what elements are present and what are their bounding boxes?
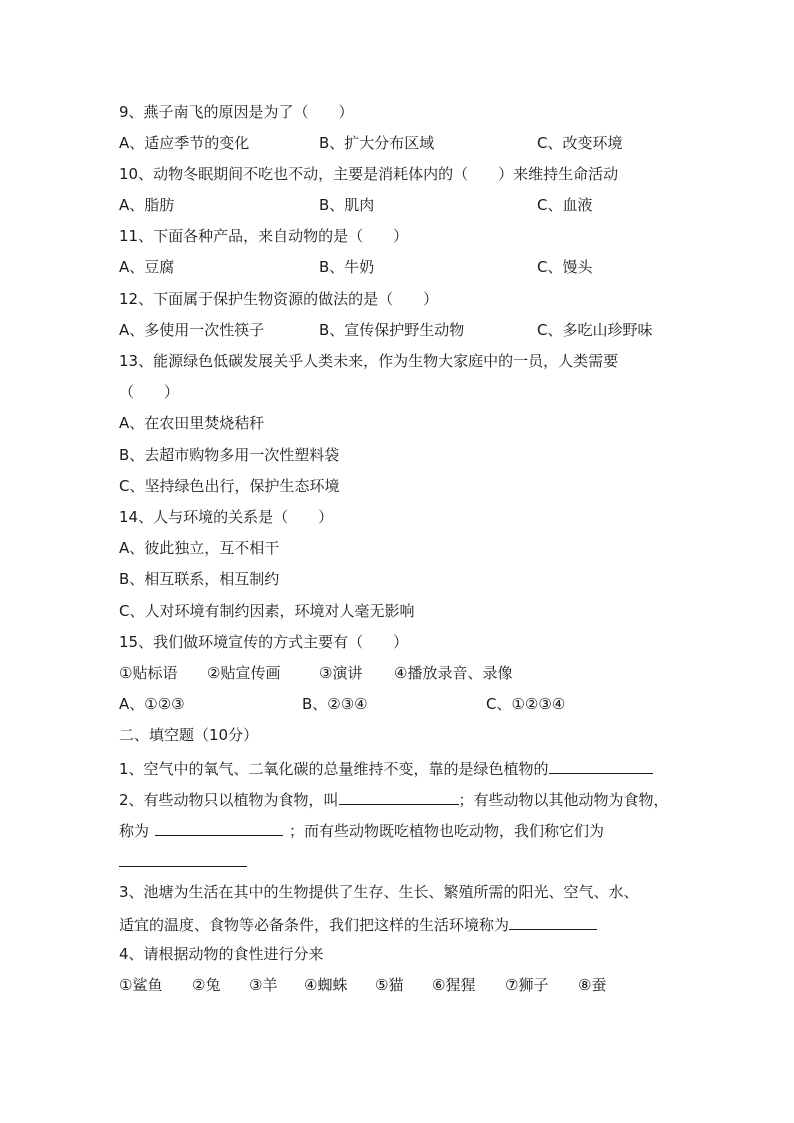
fill-2-line2 <box>119 819 604 841</box>
fill-2-line3 <box>119 850 247 872</box>
question-13-option-a: A、在农田里焚烧秸秆 <box>119 414 265 432</box>
fill-3-line1: 3、池塘为生活在其中的生物提供了生存、生长、繁殖所需的阳光、空气、水、 <box>119 883 639 901</box>
list-item: ①鲨鱼 <box>119 976 163 994</box>
option-b: B、宣传保护野生动物 <box>319 321 465 339</box>
option-a: A、多使用一次性筷子 <box>119 321 265 339</box>
fill-4-stem: 4、请根据动物的食性进行分来 <box>119 945 324 963</box>
question-9-stem: 9、燕子南飞的原因是为了（ ） <box>119 103 354 121</box>
question-14-option-a: A、彼此独立，互不相干 <box>119 539 280 557</box>
question-11-stem: 11、下面各种产品，来自动物的是（ ） <box>119 227 409 245</box>
list-item: ③演讲 <box>319 664 363 682</box>
list-item: ④蜘蛛 <box>304 976 348 994</box>
fill-2-part4: ；而有些动物既吃植物也吃动物，我们称它们为 <box>289 822 605 840</box>
question-13-stem: 13、能源绿色低碳发展关乎人类未来，作为生物大家庭中的一员，人类需要 <box>119 352 619 370</box>
list-item: ③羊 <box>249 976 278 994</box>
option-c: C、①②③④ <box>486 695 566 713</box>
question-14-option-b: B、相互联系，相互制约 <box>119 570 280 588</box>
fill-2-part1: 2、有些动物只以植物为食物，叫 <box>119 791 339 809</box>
option-a: A、适应季节的变化 <box>119 134 250 152</box>
list-item: ⑤猫 <box>375 976 404 994</box>
fill-2-part3: 称为 <box>119 822 150 840</box>
list-item: ④播放录音、录像 <box>394 664 513 682</box>
list-item: ⑥猩猩 <box>432 976 476 994</box>
section-heading: 二、填空题（10分） <box>119 726 259 744</box>
option-c: C、多吃山珍野味 <box>537 321 653 339</box>
list-item: ②兔 <box>192 976 221 994</box>
answer-blank[interactable] <box>119 850 247 867</box>
question-13-option-b: B、去超市购物多用一次性塑料袋 <box>119 446 340 464</box>
list-item: ⑧蚕 <box>578 976 607 994</box>
option-b: B、②③④ <box>302 695 368 713</box>
option-b: B、牛奶 <box>319 258 375 276</box>
question-10-options <box>119 195 679 215</box>
fill-3-line2 <box>119 913 597 935</box>
fill-3-text: 适宜的温度、食物等必备条件，我们把这样的生活环境称为 <box>119 916 510 934</box>
question-12-options <box>119 320 679 340</box>
option-c: C、改变环境 <box>537 134 623 152</box>
fill-2-line1 <box>119 788 669 810</box>
question-9-options <box>119 133 679 153</box>
option-a: A、豆腐 <box>119 258 175 276</box>
question-15-stem: 15、我们做环境宣传的方式主要有（ ） <box>119 633 409 651</box>
fill-4-animals <box>119 975 639 995</box>
question-10-stem: 10、动物冬眠期间不吃也不动，主要是消耗体内的（ ）来维持生命活动 <box>119 165 619 183</box>
question-14-stem: 14、人与环境的关系是（ ） <box>119 508 334 526</box>
question-12-stem: 12、下面属于保护生物资源的做法的是（ ） <box>119 290 439 308</box>
fill-2-part2: ；有些动物以其他动物为食物， <box>458 791 669 809</box>
list-item: ⑦狮子 <box>505 976 549 994</box>
question-15-items <box>119 663 679 683</box>
question-15-options <box>119 694 679 714</box>
answer-blank[interactable] <box>549 757 653 774</box>
option-a: A、脂肪 <box>119 196 175 214</box>
fill-1-text: 1、空气中的氧气、二氧化碳的总量维持不变，靠的是绿色植物的 <box>119 760 549 778</box>
list-item: ①贴标语 <box>119 664 178 682</box>
question-13-option-c: C、坚持绿色出行，保护生态环境 <box>119 477 340 495</box>
option-b: B、扩大分布区域 <box>319 134 435 152</box>
answer-blank[interactable] <box>339 788 459 805</box>
option-a: A、①②③ <box>119 695 185 713</box>
question-11-options <box>119 257 679 277</box>
fill-1 <box>119 757 653 779</box>
option-b: B、肌肉 <box>319 196 375 214</box>
answer-blank[interactable] <box>155 819 283 836</box>
list-item: ②贴宣传画 <box>207 664 281 682</box>
question-14-option-c: C、人对环境有制约因素，环境对人毫无影响 <box>119 602 415 620</box>
option-c: C、血液 <box>537 196 593 214</box>
question-13-paren: （ ） <box>119 383 180 401</box>
option-c: C、馒头 <box>537 258 593 276</box>
answer-blank[interactable] <box>509 913 597 930</box>
